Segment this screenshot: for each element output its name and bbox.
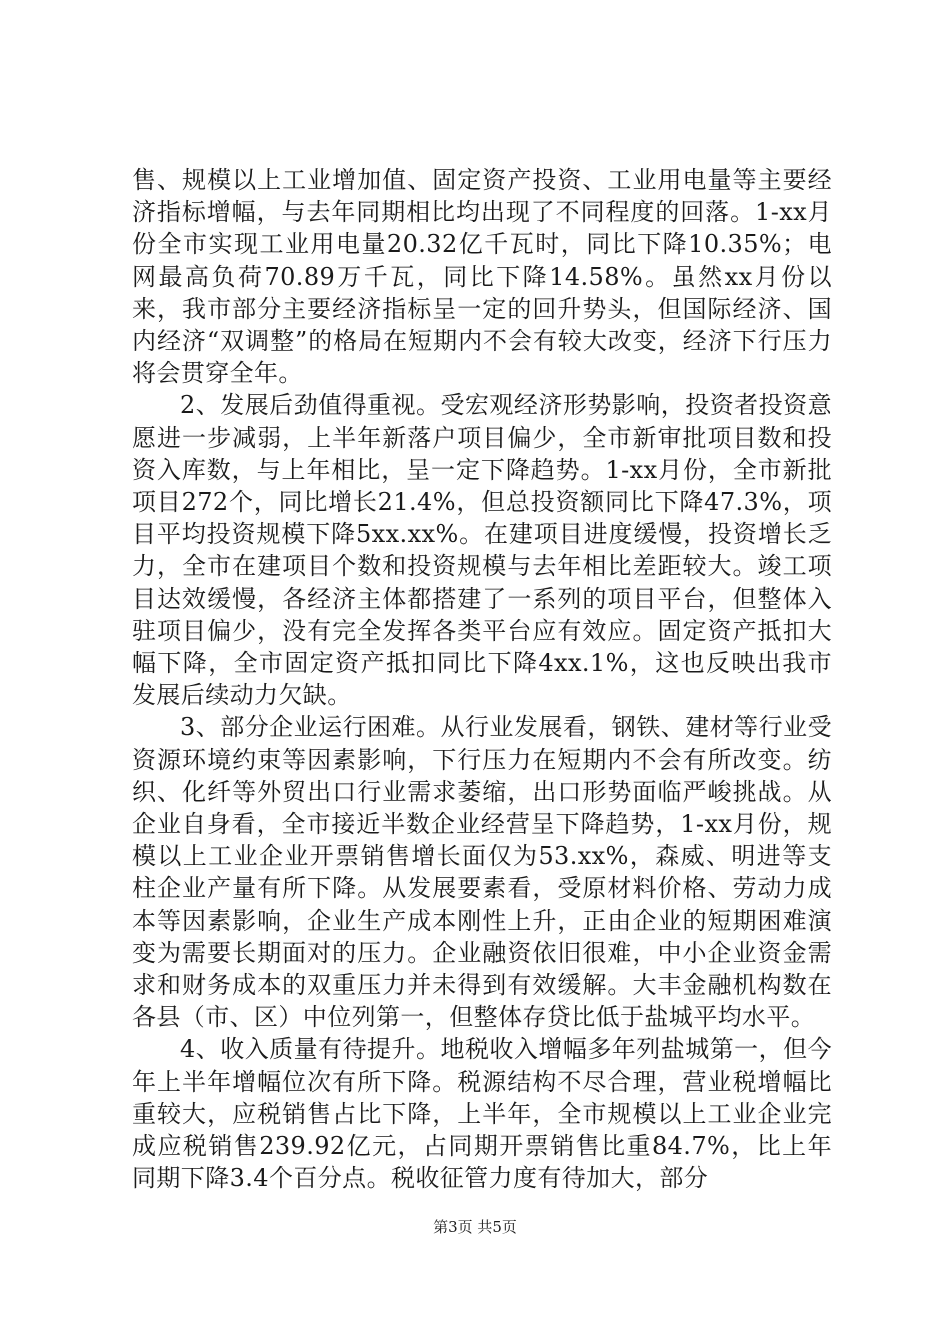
document-body (132, 164, 832, 1195)
paragraph-3-enterprise-difficulties: 3、部分企业运行困难。从行业发展看，钢铁、建材等行业受资源环境约束等因素影响，下行压力在短期内不会有所改变。纺织、化纤等外贸出口行业需求萎缩，出口形势面临严峻挑战。从企业自身看，全市接近半数企业经营呈下降趋势，1-xx月份，规模以上工业企业开票销售增长面仅为53.xx%，森威、明进等支柱企业产量有所下降。从发展要素看，受原材料价格、劳动力成本等因素影响，企业生产成本刚性上升，正由企业的短期困难演变为需要长期面对的压力。企业融资依旧很难，中小企业资金需求和财务成本的双重压力并未得到有效缓解。大丰金融机构数在各县（市、区）中位列第一，但整体存贷比低于盐城平均水平。 (132, 713, 832, 1032)
paragraph-2-development-momentum: 2、发展后劲值得重视。受宏观经济形势影响，投资者投资意愿进一步减弱，上半年新落户项目偏少，全市新审批项目数和投资入库数，与上年相比，呈一定下降趋势。1-xx月份，全市新批项目272个，同比增长21.4%，但总投资额同比下降47.3%，项目平均投资规模下降5xx.xx%。在建项目进度缓慢，投资增长乏力，全市在建项目个数和投资规模与去年相比差距较大。竣工项目达效缓慢，各经济主体都搭建了一系列的项目平台，但整体入驻项目偏少，没有完全发挥各类平台应有效应。固定资产抵扣大幅下降，全市固定资产抵扣同比下降4xx.1%，这也反映出我市发展后续动力欠缺。 (132, 391, 832, 710)
page-number-footer: 第3页 共5页 (433, 1218, 517, 1236)
paragraph-continuation: 售、规模以上工业增加值、固定资产投资、工业用电量等主要经济指标增幅，与去年同期相比均出现了不同程度的回落。1-xx月份全市实现工业用电量20.32亿千瓦时，同比下降10.35%；电网最高负荷70.89万千瓦，同比下降14.58%。虽然xx月份以来，我市部分主要经济指标呈一定的回升势头，但国际经济、国内经济“双调整”的格局在短期内不会有较大改变，经济下行压力将会贯穿全年。 (132, 166, 832, 388)
paragraph-4-revenue-quality: 4、收入质量有待提升。地税收入增幅多年列盐城第一，但今年上半年增幅位次有所下降。税源结构不尽合理，营业税增幅比重较大，应税销售占比下降，上半年，全市规模以上工业企业完成应税销售239.92亿元，占同期开票销售比重84.7%，比上年同期下降3.4个百分点。税收征管力度有待加大，部分 (132, 1035, 832, 1193)
